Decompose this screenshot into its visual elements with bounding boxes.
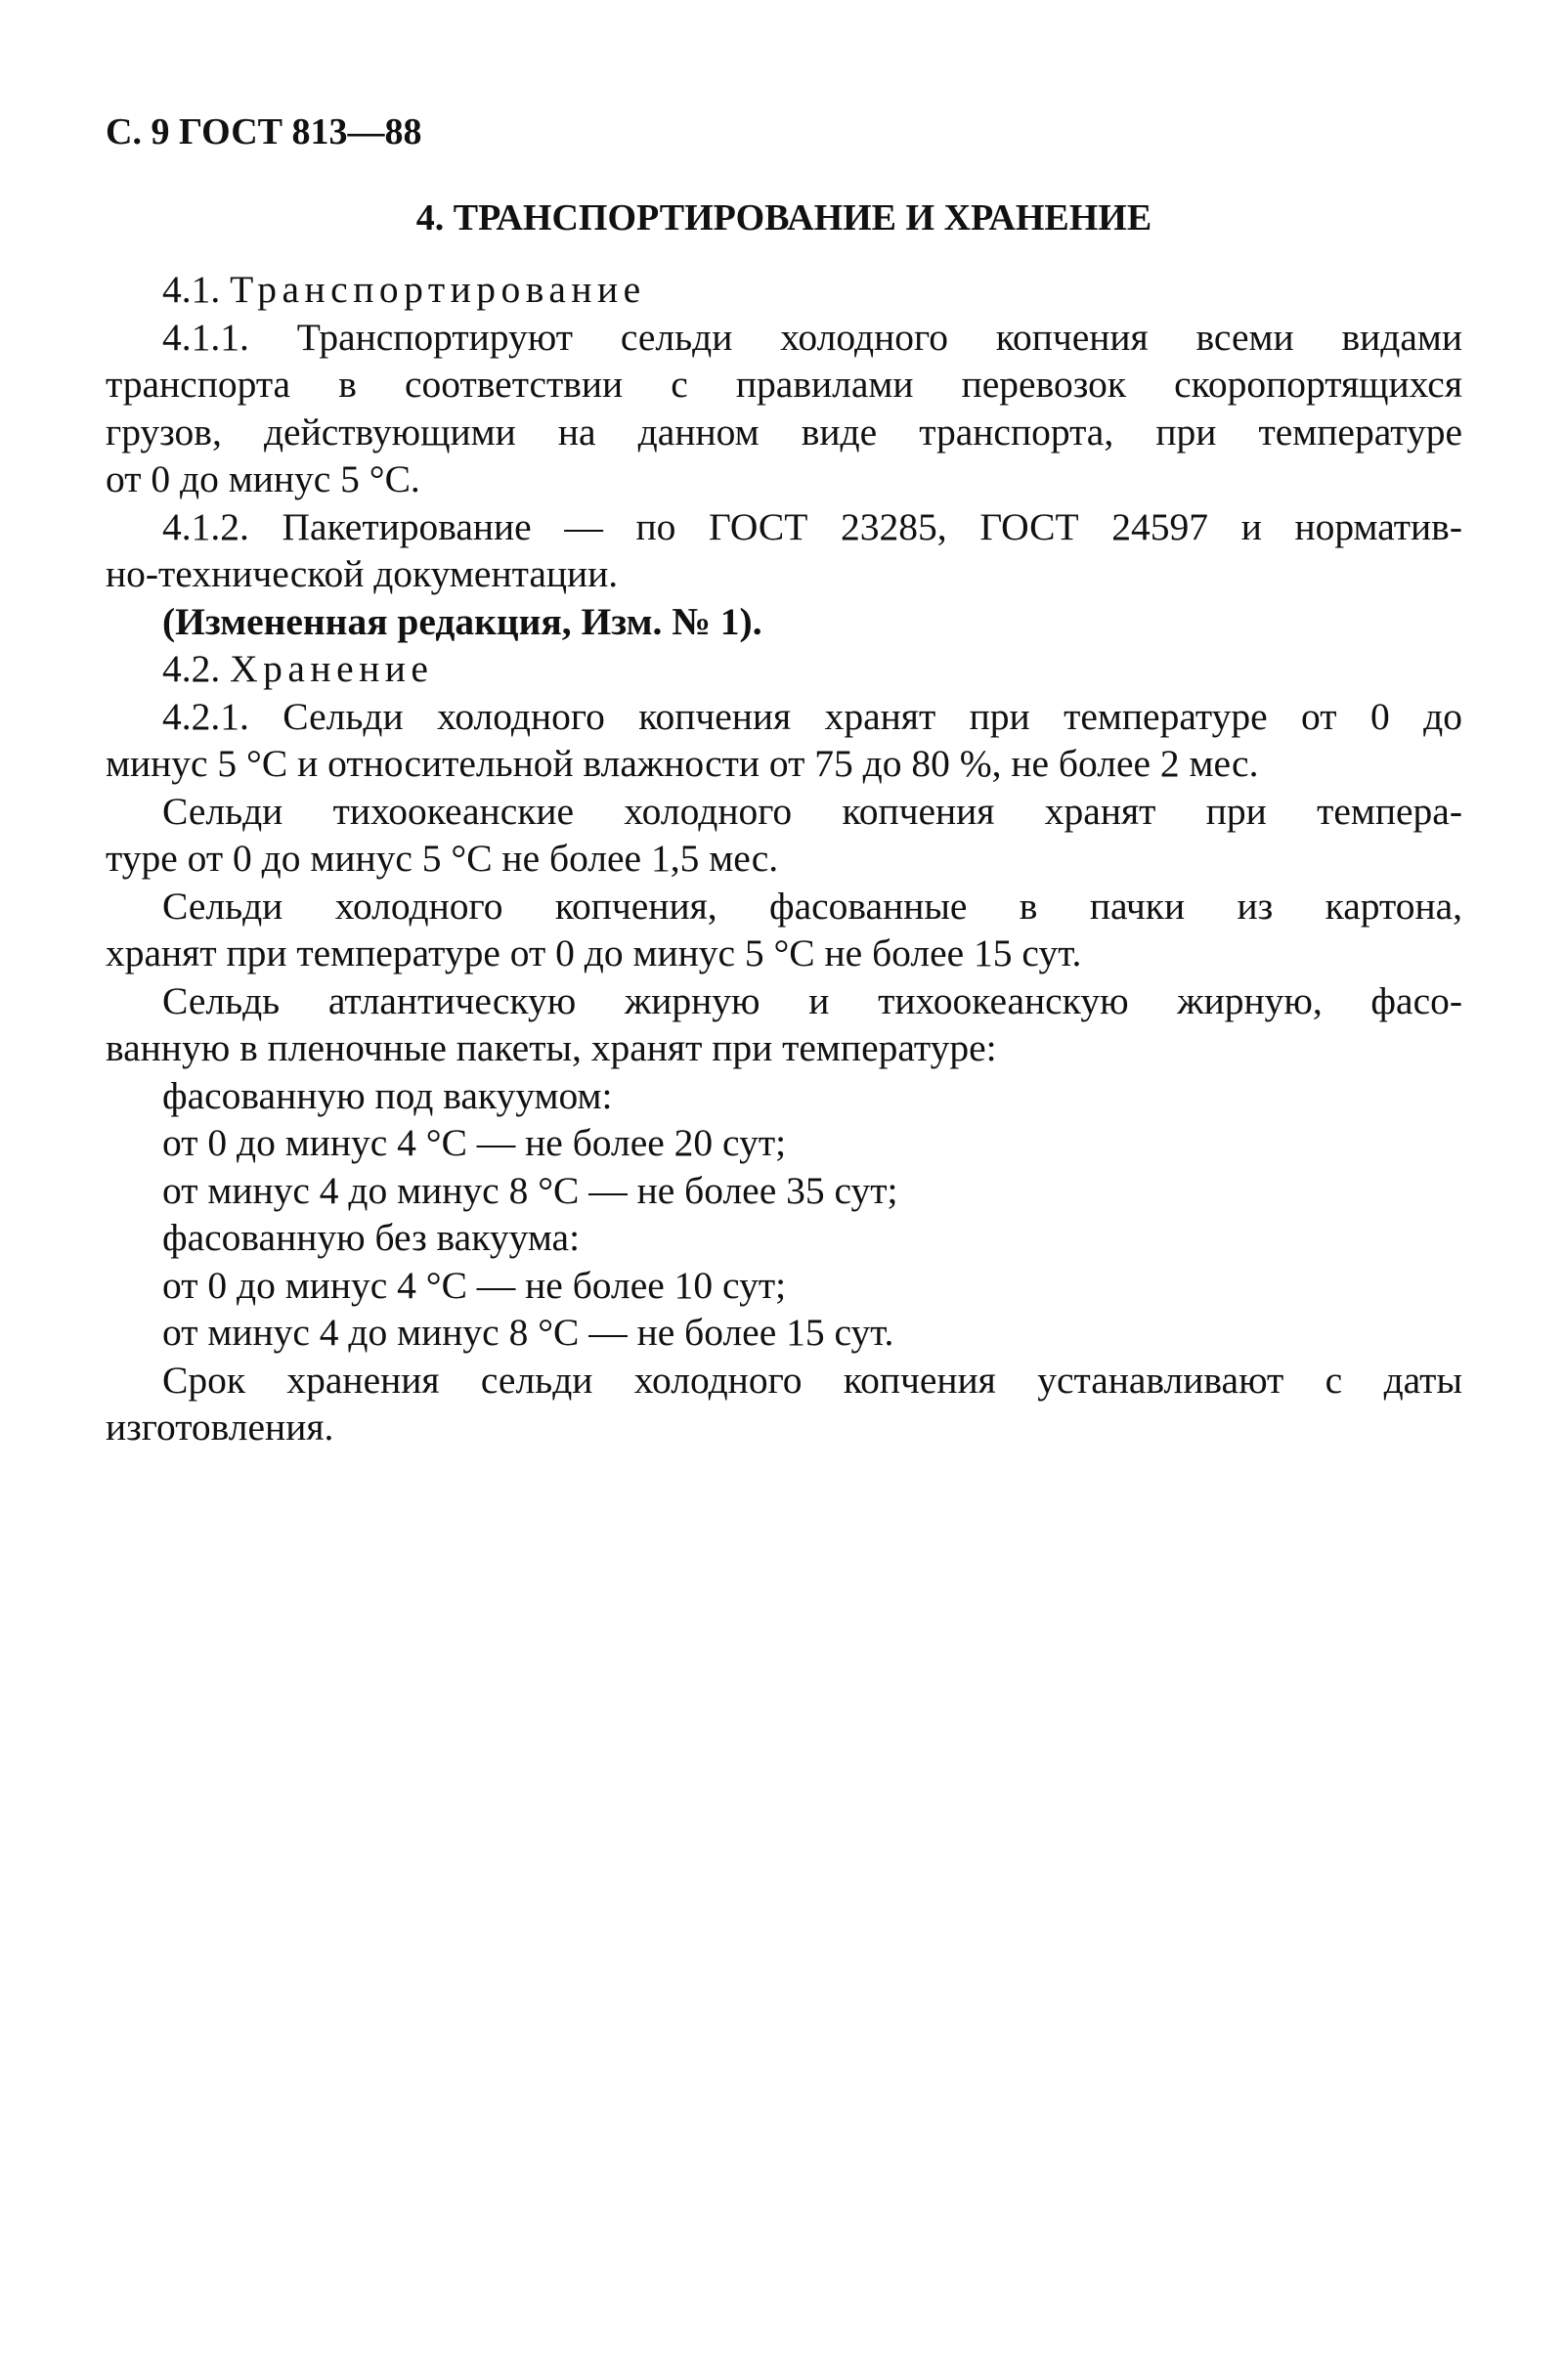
paragraph-4-1-2	[106, 503, 1462, 598]
text-line: 4.2.1. Сельди холодного копчения хранят при температуре от 0 до	[162, 694, 1462, 738]
text-line: ванную в пленочные пакеты, хранят при температуре:	[106, 1026, 997, 1069]
paragraph-film-packed	[106, 977, 1462, 1072]
subsection-4-1-heading	[106, 266, 1462, 314]
no-vacuum-item-1: от 0 до минус 4 °С — не более 10 сут;	[162, 1263, 787, 1307]
text-line: Сельди тихоокеанские холодного копчения хранят при темпера-	[162, 789, 1462, 833]
text-line: Сельди холодного копчения, фасованные в пачки из картона,	[162, 884, 1462, 928]
running-head: С. 9 ГОСТ 813—88	[106, 111, 422, 152]
document-body	[106, 266, 1462, 1451]
vacuum-item-1: от 0 до минус 4 °С — не более 20 сут;	[162, 1121, 787, 1164]
text-line: туре от 0 до минус 5 °С не более 1,5 мес.	[106, 837, 779, 880]
paragraph-4-1-1	[106, 314, 1462, 503]
text-line: от 0 до минус 5 °С.	[106, 457, 420, 500]
paragraph-storage-term	[106, 1357, 1462, 1451]
text-line: 4.1.2. Пакетирование — по ГОСТ 23285, ГОСТ 24597 и норматив-	[162, 504, 1462, 548]
text-line: хранят при температуре от 0 до минус 5 °С не более 15 сут.	[106, 931, 1082, 974]
subsection-4-2-heading	[106, 645, 1462, 693]
subsection-title: Транспортирование	[230, 268, 646, 311]
amendment-note: (Измененная редакция, Изм. № 1).	[162, 599, 762, 643]
vacuum-label: фасованную под вакуумом:	[162, 1073, 613, 1117]
subsection-title: Хранение	[230, 647, 434, 690]
text-line: но-технической документации.	[106, 552, 619, 595]
paragraph-pacific-herring	[106, 788, 1462, 883]
text-line: 4.1.1. Транспортируют сельди холодного копчения всеми видами	[162, 315, 1462, 359]
vacuum-item-2: от минус 4 до минус 8 °С — не более 35 сут;	[162, 1168, 898, 1212]
text-line: Сельдь атлантическую жирную и тихоокеанскую жирную, фасо-	[162, 978, 1462, 1022]
text-line: изготовления.	[106, 1406, 334, 1449]
document-page	[106, 109, 1462, 1451]
section-title: 4. ТРАНСПОРТИРОВАНИЕ И ХРАНЕНИЕ	[415, 197, 1152, 238]
paragraph-4-2-1	[106, 693, 1462, 788]
no-vacuum-item-2: от минус 4 до минус 8 °С — не более 15 сут.	[162, 1311, 894, 1354]
text-line: транспорта в соответствии с правилами перевозок скоропортящихся	[106, 363, 1462, 406]
text-line: грузов, действующими на данном виде транспорта, при температуре	[106, 410, 1462, 454]
text-line: минус 5 °С и относительной влажности от 75 до 80 %, не более 2 мес.	[106, 742, 1259, 785]
text-line: Срок хранения сельди холодного копчения устанавливают с даты	[162, 1358, 1462, 1402]
paragraph-carton-packed	[106, 883, 1462, 977]
subsection-number: 4.2.	[162, 647, 221, 690]
no-vacuum-label: фасованную без вакуума:	[162, 1216, 581, 1259]
subsection-number: 4.1.	[162, 268, 221, 311]
